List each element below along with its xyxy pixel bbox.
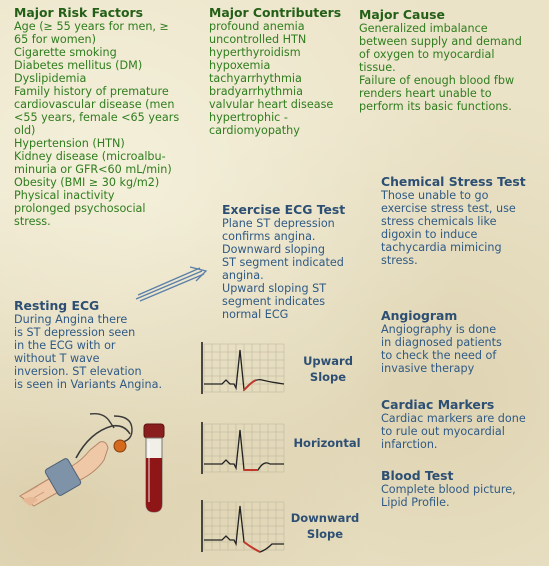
upward-slope-label bbox=[296, 353, 360, 385]
cardiac-markers-line: infarction. bbox=[381, 438, 438, 451]
risk-factor-line: Age (≥ 55 years for men, ≥ bbox=[14, 20, 169, 33]
arrow-icon bbox=[132, 265, 212, 303]
ecg-strip-icon bbox=[200, 420, 288, 478]
exercise-ecg-line: normal ECG bbox=[222, 308, 289, 321]
resting-ecg-heading: Resting ECG bbox=[14, 298, 100, 313]
risk-factor-line: Obesity (BMI ≥ 30 kg/m2) bbox=[14, 176, 160, 189]
resting-ecg-section bbox=[14, 299, 162, 391]
cardiac-markers-line: Cardiac markers are done bbox=[381, 412, 526, 425]
contributers-section bbox=[209, 6, 341, 137]
exercise-ecg-line: ST segment indicated bbox=[222, 256, 344, 269]
blood-test-heading: Blood Test bbox=[381, 468, 454, 483]
risk-factor-line: 65 for women) bbox=[14, 33, 96, 46]
downward-slope-label-line1: Downward bbox=[290, 511, 360, 525]
chemical-stress-line: Those unable to go bbox=[381, 189, 489, 202]
ecg-strip-icon bbox=[200, 498, 288, 556]
contributer-line: tachyarrhythmia bbox=[209, 72, 302, 85]
exercise-ecg-line: Upward sloping ST bbox=[222, 282, 327, 295]
risk-factor-line: Kidney disease (microalbu- bbox=[14, 150, 166, 163]
risk-factor-line: <55 years, female <65 years bbox=[14, 111, 180, 124]
risk-factor-line: prolonged psychosocial bbox=[14, 202, 146, 215]
cause-line: tissue. bbox=[359, 61, 396, 74]
risk-factor-line: Cigarette smoking bbox=[14, 46, 117, 59]
resting-ecg-line: without T wave bbox=[14, 352, 100, 365]
cause-line: perform its basic functions. bbox=[359, 100, 512, 113]
cause-line: of oxygen to myocardial bbox=[359, 48, 495, 61]
risk-factor-line: Physical inactivity bbox=[14, 189, 115, 202]
risk-factors-heading: Major Risk Factors bbox=[14, 5, 143, 20]
risk-factor-line: stress. bbox=[14, 215, 51, 228]
risk-factor-line: Hypertension (HTN) bbox=[14, 137, 125, 150]
risk-factor-line: Dyslipidemia bbox=[14, 72, 87, 85]
angiogram-line: in diagnosed patients bbox=[381, 336, 502, 349]
exercise-ecg-line: Downward sloping bbox=[222, 243, 325, 256]
angiogram-section bbox=[381, 309, 502, 375]
chemical-stress-line: digoxin to induce bbox=[381, 228, 478, 241]
upward-slope-label-line2: Slope bbox=[309, 370, 347, 384]
risk-factor-line: cardiovascular disease (men bbox=[14, 98, 175, 111]
exercise-ecg-heading: Exercise ECG Test bbox=[222, 202, 346, 217]
contributer-line: hyperthyroidism bbox=[209, 46, 301, 59]
exercise-ecg-line: confirms angina. bbox=[222, 230, 316, 243]
horizontal-slope-label-line1: Horizontal bbox=[293, 436, 361, 450]
blood-test-section bbox=[381, 469, 516, 509]
resting-ecg-line: is ST depression seen bbox=[14, 326, 136, 339]
chemical-stress-line: tachycardia mimicing bbox=[381, 241, 502, 254]
chemical-stress-section bbox=[381, 175, 526, 267]
chemical-stress-line: stress. bbox=[381, 254, 418, 267]
contributer-line: bradyarrhythmia bbox=[209, 85, 303, 98]
risk-factor-line: Diabetes mellitus (DM) bbox=[14, 59, 143, 72]
risk-factor-line: Family history of premature bbox=[14, 85, 169, 98]
resting-ecg-line: is seen in Variants Angina. bbox=[14, 378, 163, 391]
exercise-ecg-line: angina. bbox=[222, 269, 264, 282]
cause-line: Generalized imbalance bbox=[359, 22, 488, 35]
angiogram-line: Angiography is done bbox=[381, 323, 497, 336]
cardiac-markers-line: to rule out myocardial bbox=[381, 425, 505, 438]
risk-factor-line: old) bbox=[14, 124, 36, 137]
contributer-line: hypertrophic - bbox=[209, 111, 288, 124]
chemical-stress-line: exercise stress test, use bbox=[381, 202, 516, 215]
exercise-ecg-line: segment indicates bbox=[222, 295, 326, 308]
blood-test-line: Lipid Profile. bbox=[381, 496, 450, 509]
horizontal-slope-label bbox=[290, 435, 364, 451]
contributers-heading: Major Contributers bbox=[209, 5, 342, 20]
contributer-line: cardiomyopathy bbox=[209, 124, 300, 137]
cause-section bbox=[359, 8, 522, 113]
contributer-line: hypoxemia bbox=[209, 59, 271, 72]
cardiac-markers-section bbox=[381, 398, 526, 451]
blood-test-line: Complete blood picture, bbox=[381, 483, 516, 496]
risk-factor-line: minuria or GFR<60 mL/min) bbox=[14, 163, 172, 176]
downward-slope-label bbox=[288, 510, 362, 542]
cause-line: Failure of enough blood fbw bbox=[359, 74, 515, 87]
angiogram-heading: Angiogram bbox=[381, 308, 458, 323]
angiogram-line: invasive therapy bbox=[381, 362, 475, 375]
upward-slope-label-line1: Upward bbox=[303, 354, 353, 368]
ecg-strip-icon bbox=[200, 340, 288, 398]
exercise-ecg-line: Plane ST depression bbox=[222, 217, 335, 230]
downward-slope-label-line2: Slope bbox=[306, 527, 344, 541]
resting-ecg-line: in the ECG with or bbox=[14, 339, 116, 352]
angiogram-line: to check the need of bbox=[381, 349, 497, 362]
contributer-line: valvular heart disease bbox=[209, 98, 334, 111]
risk-factors-section bbox=[14, 6, 179, 228]
blood-pressure-arm-icon bbox=[20, 412, 138, 508]
cardiac-markers-heading: Cardiac Markers bbox=[381, 397, 495, 412]
chemical-stress-heading: Chemical Stress Test bbox=[381, 174, 526, 189]
contributer-line: uncontrolled HTN bbox=[209, 33, 307, 46]
contributer-line: profound anemia bbox=[209, 20, 305, 33]
cause-line: renders heart unable to bbox=[359, 87, 492, 100]
resting-ecg-line: inversion. ST elevation bbox=[14, 365, 142, 378]
exercise-ecg-section bbox=[222, 203, 345, 321]
chemical-stress-line: stress chemicals like bbox=[381, 215, 497, 228]
cause-heading: Major Cause bbox=[359, 7, 445, 22]
blood-test-tube-icon bbox=[138, 424, 170, 514]
resting-ecg-line: During Angina there bbox=[14, 313, 128, 326]
cause-line: between supply and demand bbox=[359, 35, 522, 48]
